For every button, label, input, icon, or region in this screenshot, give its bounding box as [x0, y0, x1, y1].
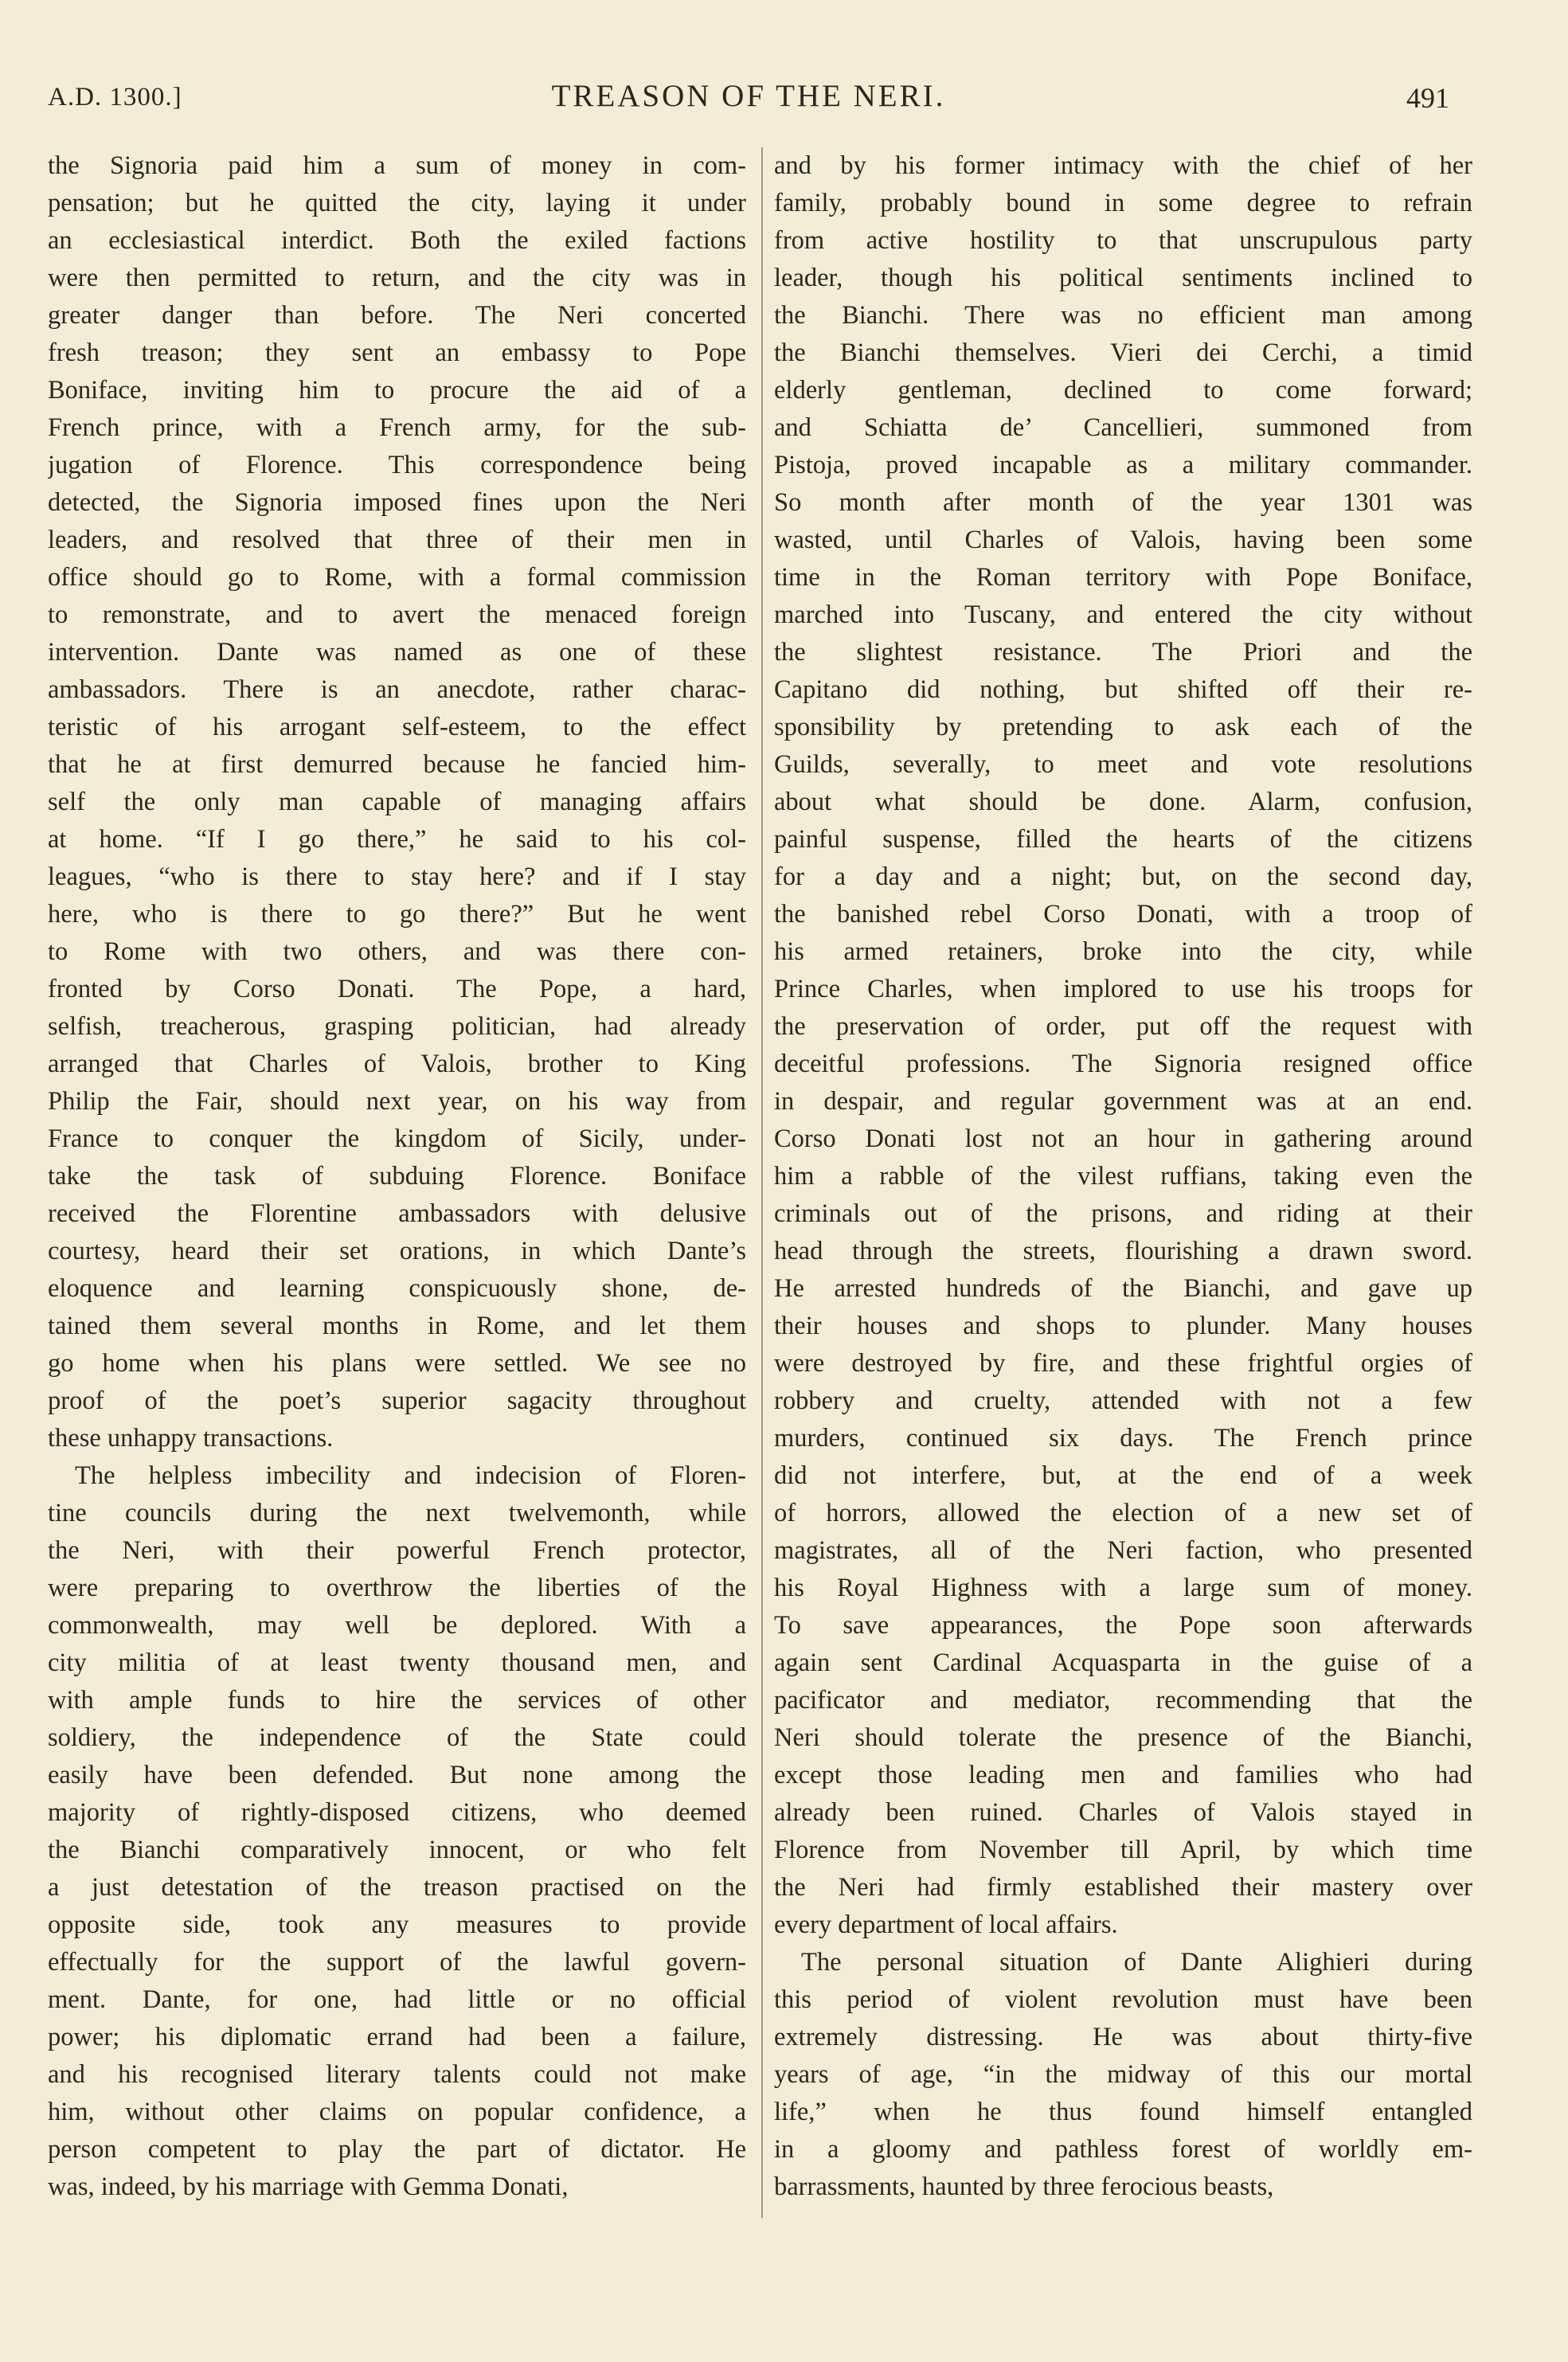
text-line: was, indeed, by his marriage with Gemma Donati, — [48, 2172, 569, 2201]
text-line: the Neri, with their powerful French protector, — [48, 1536, 746, 1565]
text-line: received the Florentine ambassadors with delusive — [48, 1199, 746, 1228]
text-line: jugation of Florence. This correspondence being — [48, 451, 746, 479]
text-line: magistrates, all of the Neri faction, who presented — [774, 1536, 1472, 1565]
text-line: fresh treason; they sent an embassy to Pope — [48, 338, 746, 367]
text-line: office should go to Rome, with a formal commission — [48, 563, 746, 592]
text-line: deceitful professions. The Signoria resigned office — [774, 1050, 1472, 1078]
text-line: were then permitted to return, and the city was in — [48, 264, 746, 292]
text-columns — [48, 147, 1472, 2313]
text-line: effectually for the support of the lawful govern- — [48, 1948, 746, 1977]
text-line: eloquence and learning conspicuously shone, de- — [48, 1274, 746, 1303]
text-line: him, without other claims on popular confidence, a — [48, 2098, 746, 2126]
text-line: person competent to play the part of dictator. He — [48, 2135, 746, 2164]
text-line: commonwealth, may well be deplored. With a — [48, 1611, 746, 1640]
text-line: and by his former intimacy with the chief of her — [774, 151, 1472, 180]
text-line: Prince Charles, when implored to use his troops for — [774, 975, 1472, 1003]
text-line: proof of the poet’s superior sagacity throughout — [48, 1386, 746, 1415]
right-column — [774, 147, 1472, 2313]
text-line: leader, though his political sentiments inclined to — [774, 264, 1472, 292]
text-line: arranged that Charles of Valois, brother to King — [48, 1050, 746, 1078]
text-line: pacificator and mediator, recommending that the — [774, 1686, 1472, 1715]
text-line: to remonstrate, and to avert the menaced foreign — [48, 600, 746, 629]
text-line: the Bianchi comparatively innocent, or who felt — [48, 1836, 746, 1864]
text-line: years of age, “in the midway of this our mortal — [774, 2060, 1472, 2089]
text-line: Pistoja, proved incapable as a military commander. — [774, 451, 1472, 479]
text-line: at home. “If I go there,” he said to his col- — [48, 825, 746, 854]
text-line: the Neri had firmly established their mastery over — [774, 1873, 1472, 1902]
text-line: of horrors, allowed the election of a new set of — [774, 1499, 1472, 1527]
text-line: an ecclesiastical interdict. Both the exiled factions — [48, 226, 746, 255]
text-line: here, who is there to go there?” But he went — [48, 900, 746, 929]
page-number: 491 — [1406, 82, 1449, 114]
text-line: his armed retainers, broke into the city, while — [774, 937, 1472, 966]
text-line: marched into Tuscany, and entered the city without — [774, 600, 1472, 629]
text-line: their houses and shops to plunder. Many houses — [774, 1312, 1472, 1340]
text-line: these unhappy transactions. — [48, 1424, 334, 1453]
text-line: were destroyed by fire, and these frightful orgies of — [774, 1349, 1472, 1378]
text-line: from active hostility to that unscrupulous party — [774, 226, 1472, 255]
text-line: the Signoria paid him a sum of money in com- — [48, 151, 746, 180]
text-line: leaders, and resolved that three of their men in — [48, 526, 746, 554]
text-line: He arrested hundreds of the Bianchi, and gave up — [774, 1274, 1472, 1303]
text-line: leagues, “who is there to stay here? and if I stay — [48, 862, 746, 891]
text-line: Capitano did nothing, but shifted off their re- — [774, 675, 1472, 704]
text-line: So month after month of the year 1301 was — [774, 488, 1472, 517]
text-line: detected, the Signoria imposed fines upon the Neri — [48, 488, 746, 517]
text-line: family, probably bound in some degree to refrain — [774, 189, 1472, 217]
column-divider — [761, 147, 763, 2218]
text-line: The helpless imbecility and indecision of Floren- — [75, 1461, 746, 1490]
text-line: him a rabble of the vilest ruffians, taking even the — [774, 1162, 1472, 1191]
text-line: about what should be done. Alarm, confusion, — [774, 788, 1472, 816]
text-line: ment. Dante, for one, had little or no official — [48, 1985, 746, 2014]
text-line: Philip the Fair, should next year, on his way from — [48, 1087, 746, 1116]
text-line: To save appearances, the Pope soon afterwards — [774, 1611, 1472, 1640]
text-line: time in the Roman territory with Pope Boniface, — [774, 563, 1472, 592]
text-line: soldiery, the independence of the State could — [48, 1723, 746, 1752]
text-line: power; his diplomatic errand had been a failure, — [48, 2023, 746, 2051]
text-line: greater danger than before. The Neri concerted — [48, 301, 746, 330]
text-line: in despair, and regular government was at an end. — [774, 1087, 1472, 1116]
text-line: and Schiatta de’ Cancellieri, summoned from — [774, 413, 1472, 442]
text-line: teristic of his arrogant self-esteem, to the effect — [48, 713, 746, 741]
text-line: tine councils during the next twelvemonth, while — [48, 1499, 746, 1527]
text-line: again sent Cardinal Acquasparta in the guise of a — [774, 1648, 1472, 1677]
text-line: the slightest resistance. The Priori and the — [774, 638, 1472, 667]
text-line: France to conquer the kingdom of Sicily, under- — [48, 1124, 746, 1153]
text-line: to Rome with two others, and was there con- — [48, 937, 746, 966]
text-line: head through the streets, flourishing a drawn sword. — [774, 1237, 1472, 1265]
text-line: tained them several months in Rome, and let them — [48, 1312, 746, 1340]
text-line: opposite side, took any measures to provide — [48, 1910, 746, 1939]
text-line: in a gloomy and pathless forest of worldly em- — [774, 2135, 1472, 2164]
text-line: elderly gentleman, declined to come forward; — [774, 376, 1472, 405]
text-line: fronted by Corso Donati. The Pope, a hard, — [48, 975, 746, 1003]
text-line: the banished rebel Corso Donati, with a troop of — [774, 900, 1472, 929]
text-line: a just detestation of the treason practised on the — [48, 1873, 746, 1902]
text-line: extremely distressing. He was about thirty-five — [774, 2023, 1472, 2051]
text-line: courtesy, heard their set orations, in which Dante’s — [48, 1237, 746, 1265]
text-line: take the task of subduing Florence. Boniface — [48, 1162, 746, 1191]
text-line: did not interfere, but, at the end of a week — [774, 1461, 1472, 1490]
text-line: go home when his plans were settled. We see no — [48, 1349, 746, 1378]
text-line: barrassments, haunted by three ferocious beasts, — [774, 2172, 1274, 2201]
text-line: pensation; but he quitted the city, laying it under — [48, 189, 746, 217]
text-line: that he at first demurred because he fancied him- — [48, 750, 746, 779]
text-line: criminals out of the prisons, and riding at their — [774, 1199, 1472, 1228]
text-line: self the only man capable of managing affairs — [48, 788, 746, 816]
text-line: this period of violent revolution must have been — [774, 1985, 1472, 2014]
text-line: ambassadors. There is an anecdote, rather charac- — [48, 675, 746, 704]
left-column — [48, 147, 746, 2313]
text-line: Florence from November till April, by which time — [774, 1836, 1472, 1864]
text-line: his Royal Highness with a large sum of money. — [774, 1574, 1472, 1602]
text-line: the Bianchi. There was no efficient man among — [774, 301, 1472, 330]
text-line: Neri should tolerate the presence of the Bianchi, — [774, 1723, 1472, 1752]
text-line: The personal situation of Dante Alighieri during — [801, 1948, 1472, 1977]
text-line: for a day and a night; but, on the second day, — [774, 862, 1472, 891]
text-line: robbery and cruelty, attended with not a few — [774, 1386, 1472, 1415]
text-line: Guilds, severally, to meet and vote resolutions — [774, 750, 1472, 779]
text-line: easily have been defended. But none among the — [48, 1761, 746, 1789]
text-line: already been ruined. Charles of Valois stayed in — [774, 1798, 1472, 1827]
text-line: majority of rightly-disposed citizens, who deemed — [48, 1798, 746, 1827]
text-line: except those leading men and families who had — [774, 1761, 1472, 1789]
text-line: every department of local affairs. — [774, 1910, 1118, 1939]
text-line: French prince, with a French army, for the sub- — [48, 413, 746, 442]
text-line: Corso Donati lost not an hour in gathering around — [774, 1124, 1472, 1153]
running-head — [48, 78, 1449, 126]
text-line: were preparing to overthrow the liberties of the — [48, 1574, 746, 1602]
text-line: painful suspense, filled the hearts of the citizens — [774, 825, 1472, 854]
text-line: sponsibility by pretending to ask each of the — [774, 713, 1472, 741]
text-line: the preservation of order, put off the request with — [774, 1012, 1472, 1041]
header-date: A.D. 1300.] — [48, 83, 182, 111]
text-line: murders, continued six days. The French prince — [774, 1424, 1472, 1453]
text-line: with ample funds to hire the services of other — [48, 1686, 746, 1715]
text-line: intervention. Dante was named as one of these — [48, 638, 746, 667]
text-line: life,” when he thus found himself entangled — [774, 2098, 1472, 2126]
text-line: wasted, until Charles of Valois, having been some — [774, 526, 1472, 554]
text-line: the Bianchi themselves. Vieri dei Cerchi, a timid — [774, 338, 1472, 367]
page-title: TREASON OF THE NERI. — [551, 79, 946, 113]
text-line: Boniface, inviting him to procure the aid of a — [48, 376, 746, 405]
text-line: city militia of at least twenty thousand men, and — [48, 1648, 746, 1677]
text-line: and his recognised literary talents could not make — [48, 2060, 746, 2089]
text-line: selfish, treacherous, grasping politician, had already — [48, 1012, 746, 1041]
